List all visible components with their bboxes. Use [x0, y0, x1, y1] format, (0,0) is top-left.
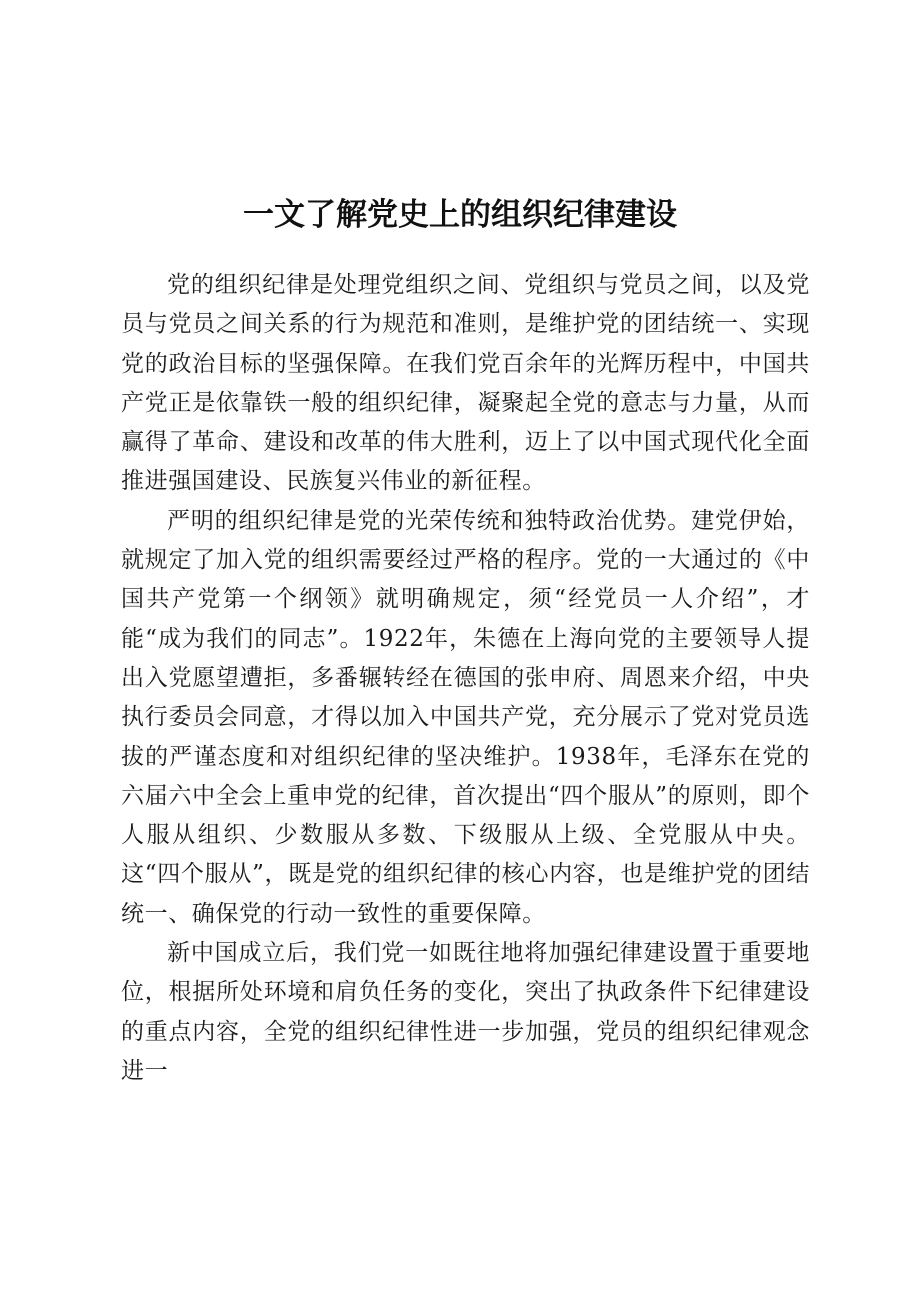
page-title: 一文了解党史上的组织纪律建设 — [243, 196, 677, 233]
paragraph-2: 严明的组织纪律是党的光荣传统和独特政治优势。建党伊始，就规定了加入党的组织需要经过严格的程序。党的一大通过的《中国共产党第一个纲领》就明确规定，须“经党员一人介绍”，才能“成为我们的同志”。1922年，朱德在上海向党的主要领导人提出入党愿望遭拒，多番辗转经在德国的张申府、周恩来介绍，中央执行委员会同意，才得以加入中国共产党，充分展示了党对党员选拔的严谨态度和对组织纪律的坚决维护。1938年，毛泽东在党的六届六中全会上重申党的纪律，首次提出“四个服从”的原则，即个人服从组织、少数服从多数、下级服从上级、全党服从中央。这“四个服从”，既是党的组织纪律的核心内容，也是维护党的团结统一、确保党的行动一致性的重要保障。 — [121, 507, 810, 927]
paragraph-1: 党的组织纪律是处理党组织之间、党组织与党员之间，以及党员与党员之间关系的行为规范和准则，是维护党的团结统一、实现党的政治目标的坚强保障。在我们党百余年的光辉历程中，中国共产党正是依靠铁一般的组织纪律，凝聚起全党的意志与力量，从而赢得了革命、建设和改革的伟大胜利，迈上了以中国式现代化全面推进强国建设、民族复兴伟业的新征程。 — [121, 272, 810, 495]
article-body — [121, 266, 810, 1091]
paragraph-3: 新中国成立后，我们党一如既往地将加强纪律建设置于重要地位，根据所处环境和肩负任务的变化，突出了执政条件下纪律建设的重点内容，全党的组织纪律性进一步加强，党员的组织纪律观念进一 — [121, 940, 810, 1084]
